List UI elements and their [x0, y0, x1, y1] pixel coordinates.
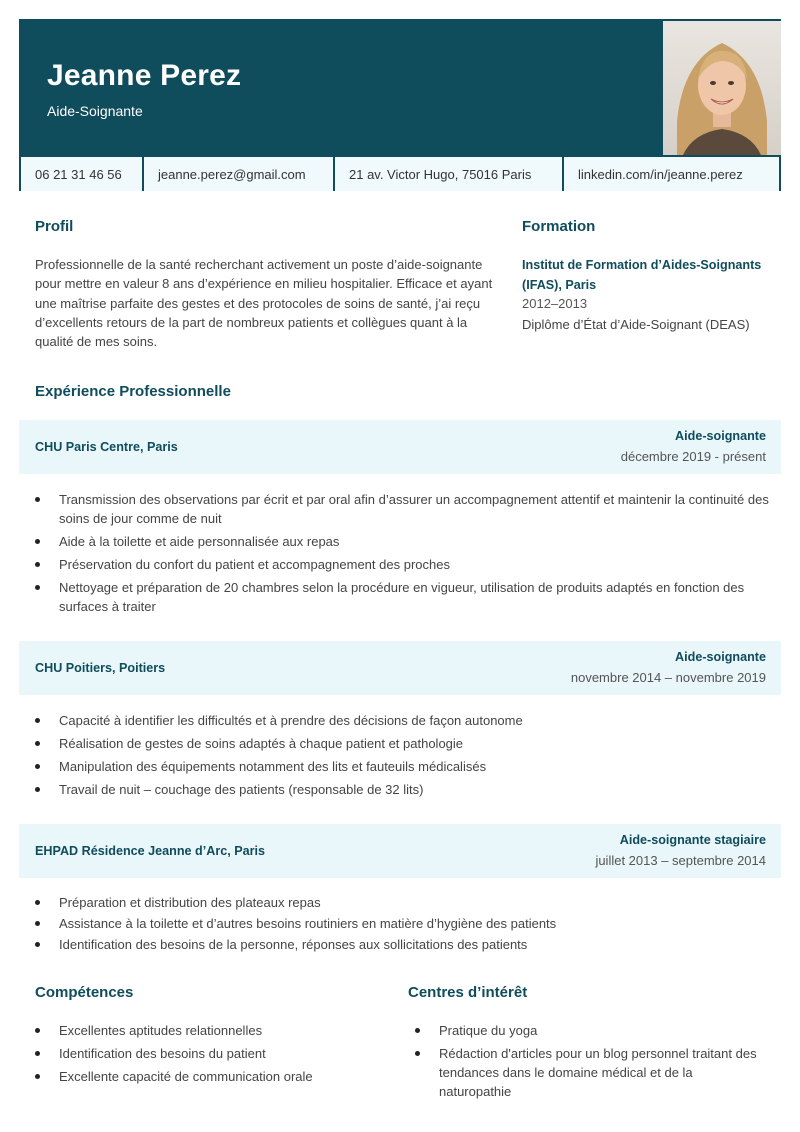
profile-photo	[661, 21, 781, 155]
list-item: Identification des besoins du patient	[35, 1044, 375, 1063]
linkedin-link[interactable]: linkedin.com/in/jeanne.perez	[578, 166, 743, 182]
list-item: Rédaction d'articles pour un blog personnel traitant des tendances dans le domaine médical et de la naturopathie	[415, 1044, 765, 1101]
list-item: Pratique du yoga	[415, 1021, 765, 1040]
job-role: Aide-soignante stagiaire	[619, 833, 766, 847]
job-title: Aide-Soignante	[47, 103, 143, 119]
job-company: EHPAD Résidence Jeanne d’Arc, Paris	[35, 844, 266, 858]
education-years: 2012–2013	[522, 296, 588, 311]
profile-summary: Professionnelle de la santé recherchant activement un poste d’aide-soignante pour mettre en valeur 8 ans d’expérience en milieu hospitalier. Efficace et ayant une maîtrise parfaite des gestes et des protocoles de soins de santé, j’ai reçu d’excellents retours de la part de nombreux patients et collègues quant à la qualité de mes soins.	[35, 257, 493, 350]
job-dates: juillet 2013 – septembre 2014	[595, 853, 766, 868]
job-duties-list	[35, 490, 775, 616]
header-banner	[21, 21, 661, 155]
portrait-image	[663, 21, 781, 155]
cv-header	[19, 19, 781, 191]
job-header	[19, 641, 781, 695]
email-address[interactable]: jeanne.perez@gmail.com	[144, 157, 335, 191]
job-role: Aide-soignante	[675, 429, 766, 443]
job-duties-list	[35, 893, 775, 954]
candidate-name: Jeanne Perez	[47, 59, 242, 92]
interests-heading: Centres d’intérêt	[408, 984, 528, 1001]
list-item: Excellentes aptitudes relationnelles	[35, 1021, 375, 1040]
job-header	[19, 824, 781, 878]
list-item: Manipulation des équipements notamment des lits et fauteuils médicalisés	[35, 757, 775, 776]
job-dates: décembre 2019 - présent	[620, 449, 766, 464]
list-item: Assistance à la toilette et d’autres besoins routiniers en matière d’hygiène des patients	[35, 914, 775, 933]
list-item: Transmission des observations par écrit et par oral afin d’assurer un accompagnement attentif et maintenir la continuité des soins de jour comme de nuit	[35, 490, 775, 528]
education-heading: Formation	[522, 218, 596, 235]
list-item: Aide à la toilette et aide personnalisée aux repas	[35, 532, 775, 551]
list-item: Préservation du confort du patient et accompagnement des proches	[35, 555, 775, 574]
interests-list	[415, 1021, 765, 1101]
phone-number[interactable]: 06 21 31 46 56	[21, 157, 144, 191]
skills-list	[35, 1021, 375, 1086]
job-duties-list	[35, 711, 775, 799]
education-diploma: Diplôme d’État d’Aide-Soignant (DEAS)	[522, 317, 750, 332]
education-school: Institut de Formation d’Aides-Soignants (IFAS), Paris	[522, 258, 762, 292]
job-company: CHU Poitiers, Poitiers	[35, 661, 166, 675]
job-dates: novembre 2014 – novembre 2019	[570, 670, 766, 685]
contact-bar	[21, 155, 779, 191]
job-company: CHU Paris Centre, Paris	[35, 440, 178, 454]
list-item: Excellente capacité de communication orale	[35, 1067, 375, 1086]
profile-heading: Profil	[35, 218, 74, 235]
list-item: Préparation et distribution des plateaux repas	[35, 893, 775, 912]
job-header	[19, 420, 781, 474]
postal-address: 21 av. Victor Hugo, 75016 Paris	[335, 157, 564, 191]
list-item: Nettoyage et préparation de 20 chambres selon la procédure en vigueur, utilisation de produits adaptés en fonction des surfaces à traiter	[35, 578, 775, 616]
job-role: Aide-soignante	[675, 650, 766, 664]
experience-heading: Expérience Professionnelle	[35, 383, 231, 400]
list-item: Capacité à identifier les difficultés et à prendre des décisions de façon autonome	[35, 711, 775, 730]
skills-heading: Compétences	[35, 984, 134, 1001]
list-item: Réalisation de gestes de soins adaptés à chaque patient et pathologie	[35, 734, 775, 753]
list-item: Travail de nuit – couchage des patients (responsable de 32 lits)	[35, 780, 775, 799]
list-item: Identification des besoins de la personne, réponses aux sollicitations des patients	[35, 935, 775, 954]
